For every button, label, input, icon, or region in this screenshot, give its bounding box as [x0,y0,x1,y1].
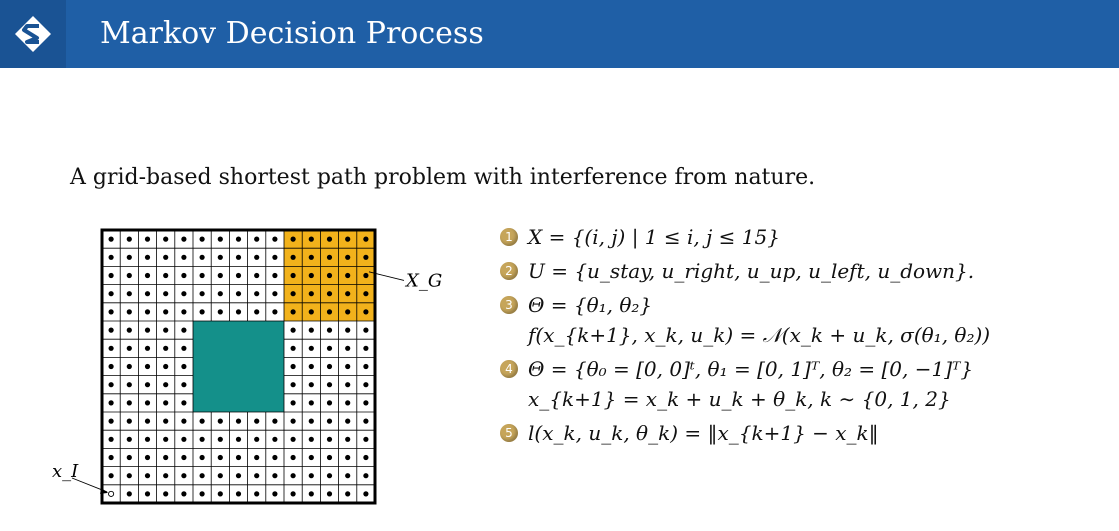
state-dot [309,364,314,369]
state-dot [291,473,296,478]
state-dot [363,400,368,405]
state-dot [345,273,350,278]
state-dot [181,419,186,424]
state-dot [254,473,259,478]
state-dot [309,346,314,351]
state-dot [254,455,259,460]
state-dot [272,455,277,460]
state-dot [109,455,114,460]
state-dot [181,328,186,333]
state-dot [345,364,350,369]
state-dot [163,346,168,351]
initial-state-dot [109,491,114,496]
state-dot [345,328,350,333]
state-dot [145,419,150,424]
list-item [500,354,1110,414]
state-dot [327,346,332,351]
state-dot [272,309,277,314]
state-dot [272,291,277,296]
state-dot [309,473,314,478]
state-dot [291,437,296,442]
initial-arrowhead [100,488,108,494]
state-dot [236,255,241,260]
state-dot [127,237,132,242]
state-dot [291,364,296,369]
formula-line: Θ = {θ₁, θ₂} [528,293,653,317]
definition-list [500,222,1110,452]
state-dot [327,382,332,387]
grid-figure [0,215,470,527]
state-dot [163,400,168,405]
state-dot [145,400,150,405]
state-dot [327,437,332,442]
list-item [500,290,1110,350]
state-dot [309,419,314,424]
state-dot [200,419,205,424]
state-dot [254,437,259,442]
state-dot [363,255,368,260]
state-dot [236,419,241,424]
state-dot [363,491,368,496]
state-dot [109,473,114,478]
state-dot [181,291,186,296]
state-dot [163,491,168,496]
state-dot [254,419,259,424]
state-dot [200,455,205,460]
initial-label: x_I [52,461,79,482]
state-dot [145,364,150,369]
state-dot [345,419,350,424]
item-formula [528,418,879,448]
state-dot [200,291,205,296]
state-dot [163,309,168,314]
item-formula [528,222,780,252]
state-dot [327,291,332,296]
state-dot [327,419,332,424]
state-dot [309,255,314,260]
state-dot [109,237,114,242]
state-dot [163,237,168,242]
state-dot [236,473,241,478]
state-dot [181,364,186,369]
state-dot [345,437,350,442]
state-dot [327,364,332,369]
state-dot [145,491,150,496]
state-dot [127,291,132,296]
state-dot [127,255,132,260]
state-dot [345,400,350,405]
state-dot [145,346,150,351]
state-dot [291,419,296,424]
state-dot [200,255,205,260]
s-diamond-logo-icon [13,14,53,54]
state-dot [181,473,186,478]
state-dot [236,437,241,442]
state-dot [218,273,223,278]
formula-line: U = {u_stay, u_right, u_up, u_left, u_down}. [528,259,975,283]
state-dot [127,364,132,369]
state-dot [309,437,314,442]
state-dot [109,437,114,442]
state-dot [309,382,314,387]
state-dot [254,255,259,260]
state-dot [236,309,241,314]
state-dot [109,346,114,351]
state-dot [109,400,114,405]
state-dot [127,346,132,351]
state-dot [163,328,168,333]
state-dot [345,491,350,496]
state-dot [291,328,296,333]
state-dot [145,309,150,314]
state-dot [363,473,368,478]
state-dot [309,291,314,296]
logo [0,0,66,68]
state-dot [218,237,223,242]
state-dot [363,309,368,314]
state-dot [127,437,132,442]
state-dot [109,255,114,260]
item-formula [528,290,990,350]
state-dot [345,237,350,242]
formula-line: X = {(i, j) | 1 ≤ i, j ≤ 15} [528,225,780,249]
state-dot [327,455,332,460]
state-dot [218,255,223,260]
state-dot [218,473,223,478]
state-dot [145,328,150,333]
state-dot [327,400,332,405]
state-dot [163,382,168,387]
item-number-bullet: 5 [500,424,518,442]
item-formula [528,354,973,414]
state-dot [127,473,132,478]
obstacle-region [193,321,284,412]
state-dot [145,273,150,278]
formula-line: x_{k+1} = x_k + u_k + θ_k, k ∼ {0, 1, 2} [528,387,951,411]
state-dot [145,473,150,478]
state-dot [109,273,114,278]
state-dot [236,455,241,460]
state-dot [327,328,332,333]
state-dot [327,273,332,278]
state-dot [163,455,168,460]
state-dot [181,255,186,260]
state-dot [345,255,350,260]
item-number-bullet: 2 [500,262,518,280]
state-dot [345,346,350,351]
state-dot [200,237,205,242]
state-dot [309,309,314,314]
slide-subtitle: A grid-based shortest path problem with interference from nature. [70,165,816,190]
state-dot [163,419,168,424]
state-dot [327,491,332,496]
state-dot [363,237,368,242]
state-dot [200,473,205,478]
item-number-bullet: 4 [500,360,518,378]
state-dot [200,437,205,442]
state-dot [345,382,350,387]
state-dot [200,309,205,314]
state-dot [327,255,332,260]
state-dot [218,291,223,296]
state-dot [309,400,314,405]
state-dot [272,273,277,278]
state-dot [163,255,168,260]
slide-header [0,0,1119,68]
state-dot [127,273,132,278]
state-dot [218,455,223,460]
state-dot [272,491,277,496]
state-dot [254,491,259,496]
state-dot [272,237,277,242]
state-dot [127,328,132,333]
state-dot [181,382,186,387]
state-dot [291,455,296,460]
state-dot [163,473,168,478]
state-dot [127,382,132,387]
state-dot [363,328,368,333]
state-dot [236,273,241,278]
state-dot [363,455,368,460]
state-dot [218,309,223,314]
list-item [500,418,1110,448]
state-dot [327,237,332,242]
state-dot [145,437,150,442]
state-dot [145,291,150,296]
state-dot [363,382,368,387]
state-dot [181,437,186,442]
item-number-bullet: 1 [500,228,518,246]
state-dot [145,237,150,242]
state-dot [363,364,368,369]
state-dot [309,328,314,333]
state-dot [218,491,223,496]
state-dot [109,419,114,424]
item-formula [528,256,974,286]
goal-label: X_G [406,270,443,292]
state-dot [345,473,350,478]
state-dot [327,473,332,478]
state-dot [363,346,368,351]
slide-title: Markov Decision Process [100,16,484,51]
state-dot [181,309,186,314]
state-dot [181,273,186,278]
state-dot [109,382,114,387]
state-dot [272,255,277,260]
state-dot [109,328,114,333]
state-dot [309,237,314,242]
formula-line: l(x_k, u_k, θ_k) = ‖x_{k+1} − x_k‖ [528,421,879,445]
state-dot [200,491,205,496]
state-dot [363,437,368,442]
state-dot [291,291,296,296]
state-dot [345,455,350,460]
state-dot [181,491,186,496]
state-dot [218,419,223,424]
state-dot [163,291,168,296]
state-dot [291,309,296,314]
state-dot [254,273,259,278]
state-dot [109,291,114,296]
state-dot [145,455,150,460]
state-dot [309,273,314,278]
state-dot [254,237,259,242]
state-dot [291,491,296,496]
state-dot [291,273,296,278]
state-dot [291,400,296,405]
state-dot [363,291,368,296]
state-dot [145,382,150,387]
list-item [500,256,1110,286]
state-dot [163,364,168,369]
state-dot [345,309,350,314]
state-dot [127,491,132,496]
state-dot [309,455,314,460]
state-dot [345,291,350,296]
state-dot [236,491,241,496]
state-dot [272,419,277,424]
state-dot [272,437,277,442]
list-item [500,222,1110,252]
state-dot [291,237,296,242]
state-dot [363,273,368,278]
state-dot [309,491,314,496]
state-dot [291,255,296,260]
state-dot [363,419,368,424]
state-dot [109,309,114,314]
state-dot [181,346,186,351]
formula-line: f(x_{k+1}, x_k, u_k) = 𝒩(x_k + u_k, σ(θ₁, θ₂)) [528,323,991,347]
state-dot [181,237,186,242]
state-dot [254,291,259,296]
state-dot [291,346,296,351]
state-dot [291,382,296,387]
state-dot [163,273,168,278]
state-dot [327,309,332,314]
state-dot [145,255,150,260]
state-dot [127,419,132,424]
state-dot [181,455,186,460]
state-dot [127,400,132,405]
state-dot [109,364,114,369]
grid-diagram [0,215,470,527]
state-dot [127,309,132,314]
state-dot [254,309,259,314]
state-dot [181,400,186,405]
state-dot [200,273,205,278]
state-dot [163,437,168,442]
state-dot [236,291,241,296]
state-dot [218,437,223,442]
item-number-bullet: 3 [500,296,518,314]
state-dot [127,455,132,460]
state-dot [272,473,277,478]
formula-line: Θ = {θ₀ = [0, 0]ᵗ, θ₁ = [0, 1]ᵀ, θ₂ = [0, −1]ᵀ} [528,357,974,381]
state-dot [236,237,241,242]
